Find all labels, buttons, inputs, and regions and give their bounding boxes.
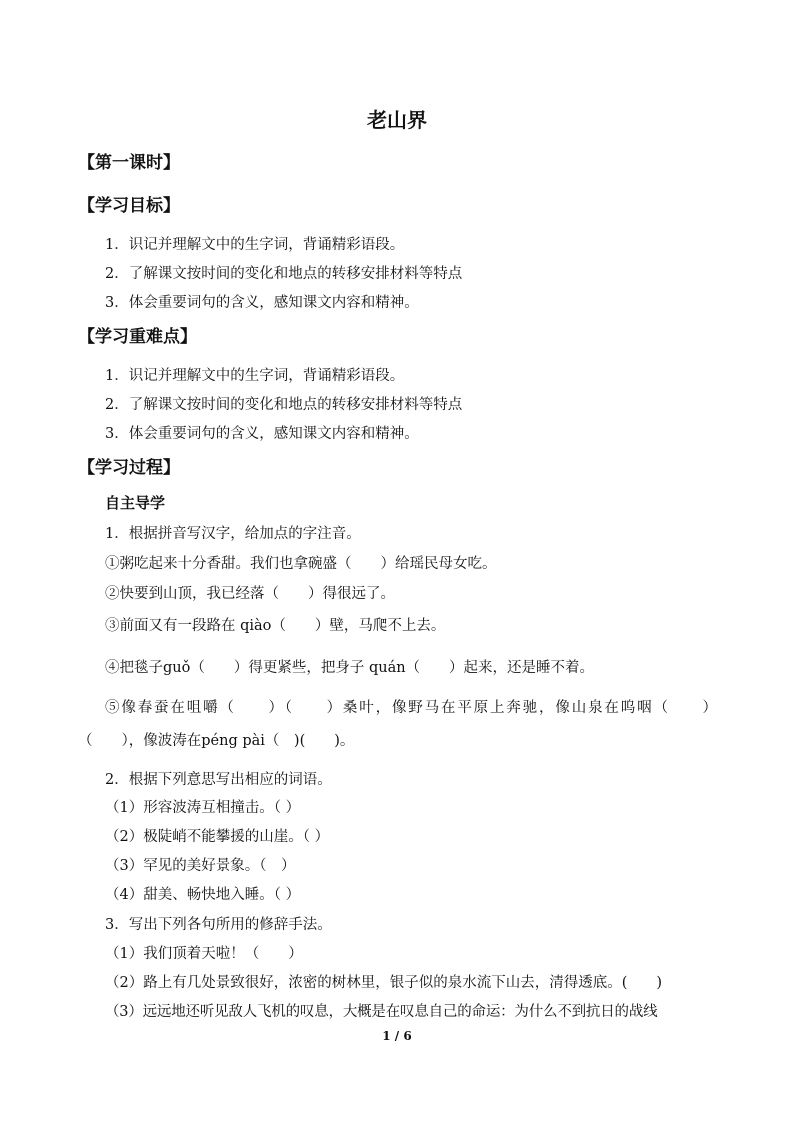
question-2: 2．根据下列意思写出相应的词语。 xyxy=(105,772,332,788)
question-1-item: ③前面又有一段路在 qiào（ ）壁，马爬不上去。 xyxy=(105,618,446,634)
question-1: 1．根据拼音写汉字，给加点的字注音。 xyxy=(105,526,361,542)
question-1-item-continued: （ ），像波涛在péng pài（ )( )。 xyxy=(78,733,355,749)
section-process: 【学习过程】 xyxy=(78,458,180,478)
question-1-item: ④把毯子guǒ（ ）得更紧些，把身子 quán（ ）起来，还是睡不着。 xyxy=(105,660,595,676)
section-goals: 【学习目标】 xyxy=(78,196,180,216)
question-2-item: （3）罕见的美好景象。（ ） xyxy=(105,858,296,874)
key-point-item: 3．体会重要词句的含义，感知课文内容和精神。 xyxy=(105,426,419,442)
question-3-item: （1）我们顶着天啦！（ ） xyxy=(105,946,303,962)
question-1-item: ②快要到山顶，我已经落（ ）得很远了。 xyxy=(105,586,395,602)
key-point-item: 2．了解课文按时间的变化和地点的转移安排材料等特点 xyxy=(105,397,463,413)
question-1-item: ①粥吃起来十分香甜。我们也拿碗盛（ ）给瑶民母女吃。 xyxy=(105,556,497,572)
goal-item: 3．体会重要词句的含义，感知课文内容和精神。 xyxy=(105,295,419,311)
question-3: 3．写出下列各句所用的修辞手法。 xyxy=(105,917,332,933)
question-2-item: （2）极陡峭不能攀援的山崖。（ ） xyxy=(105,829,330,845)
goal-item: 1．识记并理解文中的生字词，背诵精彩语段。 xyxy=(105,237,405,253)
question-2-item: （4）甜美、畅快地入睡。（ ） xyxy=(105,887,301,903)
self-study-heading: 自主导学 xyxy=(105,494,166,512)
key-point-item: 1．识记并理解文中的生字词，背诵精彩语段。 xyxy=(105,368,405,384)
section-lesson: 【第一课时】 xyxy=(78,153,180,173)
page-number: 1 / 6 xyxy=(382,1029,412,1043)
question-2-item: （1）形容波涛互相撞击。（ ） xyxy=(105,800,301,816)
question-3-item: （2）路上有几处景致很好，浓密的树林里，银子似的泉水流下山去，清得透底。( ) xyxy=(105,975,663,991)
goal-item: 2．了解课文按时间的变化和地点的转移安排材料等特点 xyxy=(105,266,463,282)
section-key-points: 【学习重难点】 xyxy=(78,327,197,347)
question-3-item: （3）远远地还听见敌人飞机的叹息，大概是在叹息自己的命运：为什么不到抗日的战线 xyxy=(105,1004,658,1020)
page-title: 老山界 xyxy=(367,108,427,132)
question-1-item: ⑤像春蚕在咀嚼（ ）（ ）桑叶，像野马在平原上奔驰，像山泉在呜咽（ ） xyxy=(105,700,717,716)
